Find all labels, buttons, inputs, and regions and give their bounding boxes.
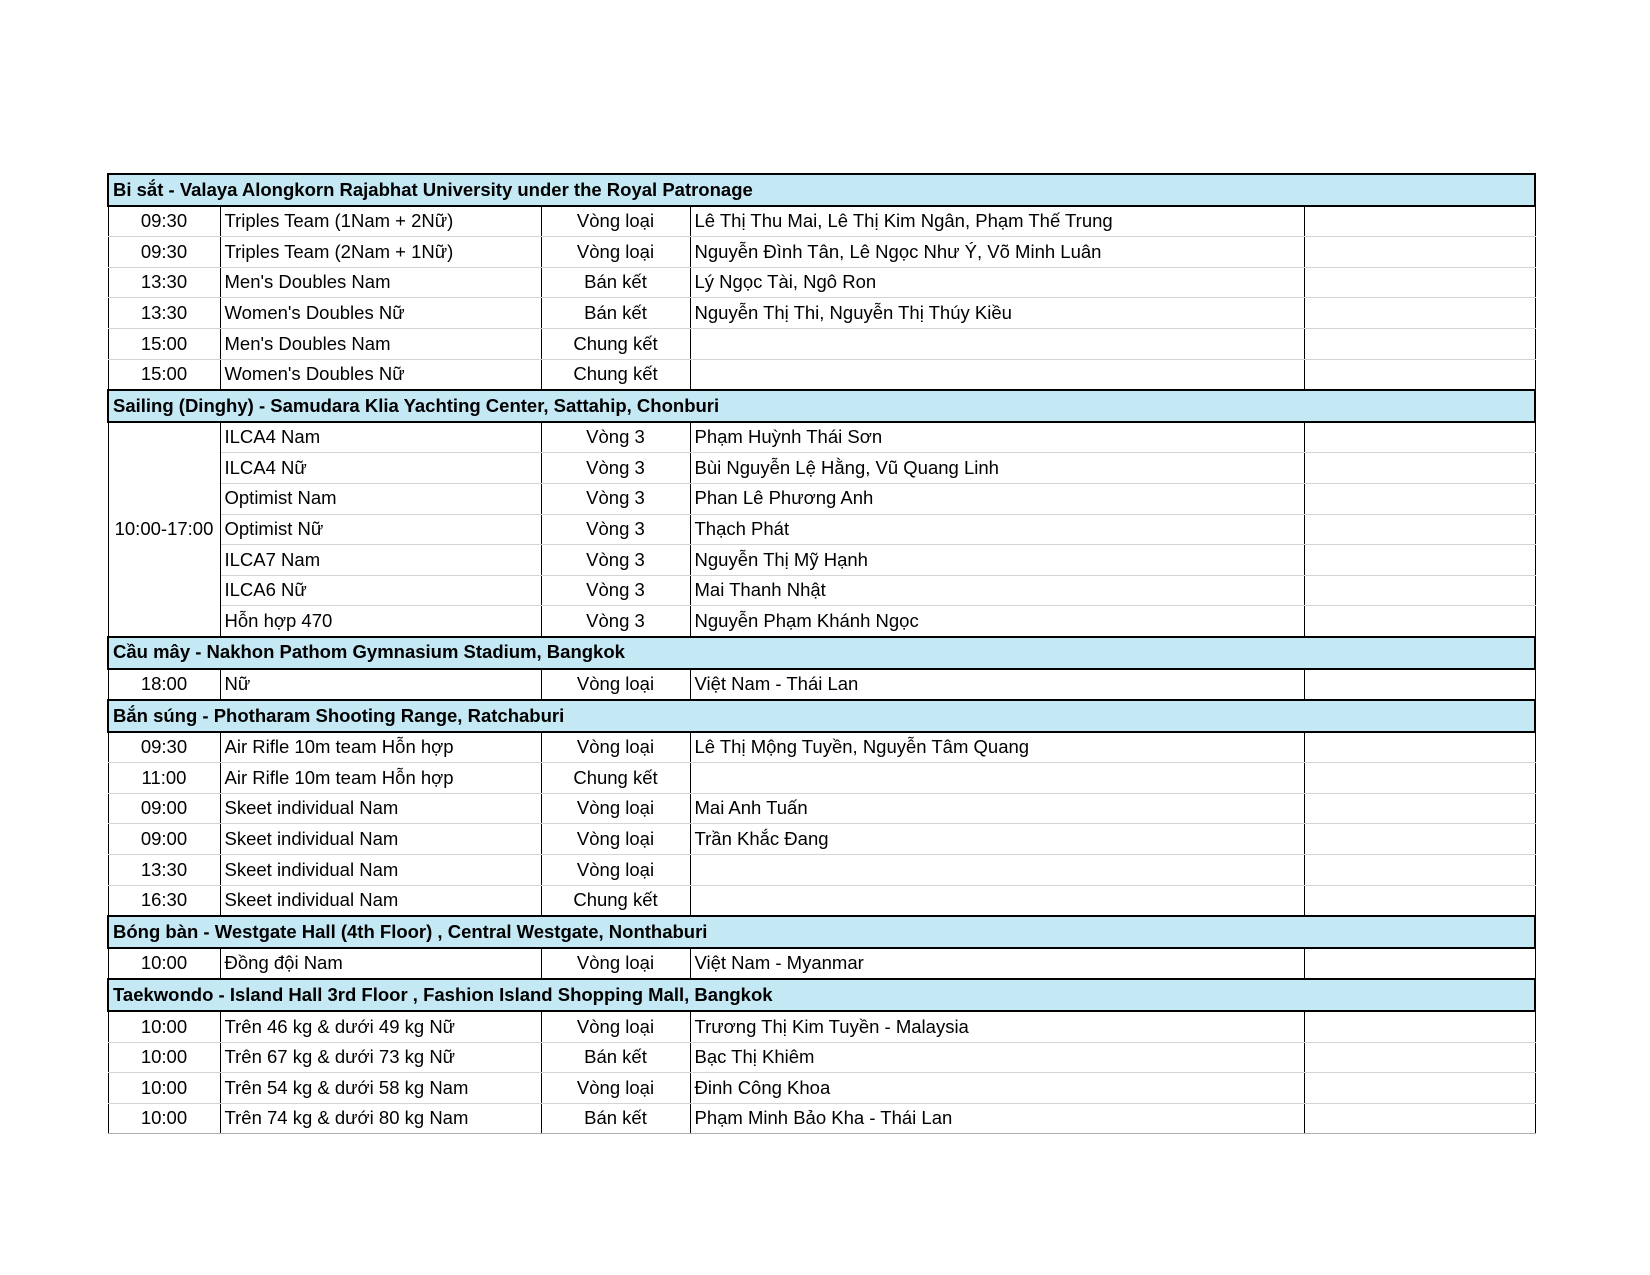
athletes-cell: Nguyễn Đình Tân, Lê Ngọc Như Ý, Võ Minh Luân — [690, 237, 1304, 268]
note-cell — [1304, 237, 1535, 268]
schedule-table — [107, 173, 1536, 1134]
table-row — [108, 1103, 1535, 1134]
event-cell: Đồng đội Nam — [220, 948, 541, 980]
athletes-cell: Mai Anh Tuấn — [690, 793, 1304, 824]
section-title: Bắn súng - Photharam Shooting Range, Ratchaburi — [108, 700, 1535, 732]
athletes-cell: Nguyễn Thị Thi, Nguyễn Thị Thúy Kiều — [690, 298, 1304, 329]
time-cell: 11:00 — [108, 763, 220, 794]
table-row — [108, 824, 1535, 855]
table-row — [108, 855, 1535, 886]
note-cell — [1304, 948, 1535, 980]
note-cell — [1304, 359, 1535, 390]
athletes-cell: Trương Thị Kim Tuyền - Malaysia — [690, 1011, 1304, 1042]
section-title: Bi sắt - Valaya Alongkorn Rajabhat University under the Royal Patronage — [108, 174, 1535, 206]
note-cell — [1304, 1011, 1535, 1042]
note-cell — [1304, 885, 1535, 916]
event-cell: Air Rifle 10m team Hỗn hợp — [220, 732, 541, 763]
time-cell: 10:00 — [108, 1042, 220, 1073]
athletes-cell: Lê Thị Thu Mai, Lê Thị Kim Ngân, Phạm Thế Trung — [690, 206, 1304, 237]
event-cell: Women's Doubles Nữ — [220, 359, 541, 390]
round-cell: Vòng loại — [541, 1011, 690, 1042]
time-cell: 09:00 — [108, 793, 220, 824]
event-cell: Skeet individual Nam — [220, 793, 541, 824]
time-cell: 15:00 — [108, 328, 220, 359]
athletes-cell: Việt Nam - Myanmar — [690, 948, 1304, 980]
event-cell: Nữ — [220, 669, 541, 701]
athletes-cell — [690, 885, 1304, 916]
section-header-row — [108, 916, 1535, 948]
table-row — [108, 359, 1535, 390]
table-row — [108, 422, 1535, 453]
time-cell: 09:00 — [108, 824, 220, 855]
note-cell — [1304, 422, 1535, 453]
table-row — [108, 483, 1535, 514]
note-cell — [1304, 545, 1535, 576]
note-cell — [1304, 1073, 1535, 1104]
round-cell: Bán kết — [541, 267, 690, 298]
round-cell: Vòng loại — [541, 855, 690, 886]
note-cell — [1304, 606, 1535, 637]
note-cell — [1304, 763, 1535, 794]
note-cell — [1304, 298, 1535, 329]
event-cell: Hỗn hợp 470 — [220, 606, 541, 637]
athletes-cell: Phạm Huỳnh Thái Sơn — [690, 422, 1304, 453]
note-cell — [1304, 206, 1535, 237]
round-cell: Chung kết — [541, 763, 690, 794]
round-cell: Vòng loại — [541, 793, 690, 824]
event-cell: Women's Doubles Nữ — [220, 298, 541, 329]
time-cell-merged: 10:00-17:00 — [108, 422, 220, 637]
section-header-row — [108, 700, 1535, 732]
round-cell: Vòng 3 — [541, 483, 690, 514]
section-title: Taekwondo - Island Hall 3rd Floor , Fashion Island Shopping Mall, Bangkok — [108, 979, 1535, 1011]
time-cell: 09:30 — [108, 237, 220, 268]
event-cell: Air Rifle 10m team Hỗn hợp — [220, 763, 541, 794]
athletes-cell — [690, 359, 1304, 390]
note-cell — [1304, 793, 1535, 824]
athletes-cell — [690, 328, 1304, 359]
table-row — [108, 206, 1535, 237]
round-cell: Vòng 3 — [541, 453, 690, 484]
time-cell: 10:00 — [108, 1103, 220, 1134]
event-cell: Optimist Nam — [220, 483, 541, 514]
table-row — [108, 606, 1535, 637]
round-cell: Vòng loại — [541, 1073, 690, 1104]
section-header-row — [108, 174, 1535, 206]
note-cell — [1304, 824, 1535, 855]
table-row — [108, 453, 1535, 484]
time-cell: 10:00 — [108, 948, 220, 980]
event-cell: Men's Doubles Nam — [220, 267, 541, 298]
athletes-cell: Việt Nam - Thái Lan — [690, 669, 1304, 701]
event-cell: Triples Team (1Nam + 2Nữ) — [220, 206, 541, 237]
round-cell: Chung kết — [541, 885, 690, 916]
time-cell: 13:30 — [108, 267, 220, 298]
note-cell — [1304, 1103, 1535, 1134]
section-header-row — [108, 390, 1535, 422]
event-cell: Trên 74 kg & dưới 80 kg Nam — [220, 1103, 541, 1134]
athletes-cell: Mai Thanh Nhật — [690, 575, 1304, 606]
schedule-body — [108, 174, 1535, 1134]
table-row — [108, 669, 1535, 701]
table-row — [108, 237, 1535, 268]
time-cell: 09:30 — [108, 732, 220, 763]
note-cell — [1304, 1042, 1535, 1073]
round-cell: Vòng loại — [541, 237, 690, 268]
event-cell: Skeet individual Nam — [220, 824, 541, 855]
table-row — [108, 545, 1535, 576]
round-cell: Vòng 3 — [541, 514, 690, 545]
time-cell: 10:00 — [108, 1011, 220, 1042]
round-cell: Vòng loại — [541, 669, 690, 701]
round-cell: Vòng loại — [541, 732, 690, 763]
note-cell — [1304, 483, 1535, 514]
athletes-cell: Phạm Minh Bảo Kha - Thái Lan — [690, 1103, 1304, 1134]
note-cell — [1304, 669, 1535, 701]
round-cell: Vòng 3 — [541, 545, 690, 576]
table-row — [108, 948, 1535, 980]
athletes-cell — [690, 855, 1304, 886]
table-row — [108, 514, 1535, 545]
table-row — [108, 575, 1535, 606]
table-row — [108, 885, 1535, 916]
section-header-row — [108, 637, 1535, 669]
time-cell: 18:00 — [108, 669, 220, 701]
athletes-cell: Nguyễn Thị Mỹ Hạnh — [690, 545, 1304, 576]
section-title: Sailing (Dinghy) - Samudara Klia Yachting Center, Sattahip, Chonburi — [108, 390, 1535, 422]
event-cell: Men's Doubles Nam — [220, 328, 541, 359]
table-row — [108, 1042, 1535, 1073]
round-cell: Vòng 3 — [541, 575, 690, 606]
table-row — [108, 732, 1535, 763]
round-cell: Vòng loại — [541, 824, 690, 855]
note-cell — [1304, 328, 1535, 359]
time-cell: 10:00 — [108, 1073, 220, 1104]
round-cell: Bán kết — [541, 1103, 690, 1134]
section-header-row — [108, 979, 1535, 1011]
time-cell: 13:30 — [108, 855, 220, 886]
event-cell: ILCA4 Nam — [220, 422, 541, 453]
event-cell: Skeet individual Nam — [220, 885, 541, 916]
athletes-cell: Trần Khắc Đang — [690, 824, 1304, 855]
round-cell: Vòng 3 — [541, 422, 690, 453]
time-cell: 16:30 — [108, 885, 220, 916]
round-cell: Vòng loại — [541, 948, 690, 980]
event-cell: Triples Team (2Nam + 1Nữ) — [220, 237, 541, 268]
time-cell: 15:00 — [108, 359, 220, 390]
note-cell — [1304, 855, 1535, 886]
athletes-cell: Thạch Phát — [690, 514, 1304, 545]
athletes-cell: Nguyễn Phạm Khánh Ngọc — [690, 606, 1304, 637]
athletes-cell: Bạc Thị Khiêm — [690, 1042, 1304, 1073]
table-row — [108, 328, 1535, 359]
round-cell: Bán kết — [541, 298, 690, 329]
section-title: Cầu mây - Nakhon Pathom Gymnasium Stadium, Bangkok — [108, 637, 1535, 669]
round-cell: Vòng loại — [541, 206, 690, 237]
table-row — [108, 763, 1535, 794]
note-cell — [1304, 453, 1535, 484]
section-title: Bóng bàn - Westgate Hall (4th Floor) , Central Westgate, Nonthaburi — [108, 916, 1535, 948]
event-cell: Trên 67 kg & dưới 73 kg Nữ — [220, 1042, 541, 1073]
note-cell — [1304, 514, 1535, 545]
table-row — [108, 298, 1535, 329]
athletes-cell: Phan Lê Phương Anh — [690, 483, 1304, 514]
time-cell: 13:30 — [108, 298, 220, 329]
event-cell: Trên 54 kg & dưới 58 kg Nam — [220, 1073, 541, 1104]
table-row — [108, 1011, 1535, 1042]
table-row — [108, 793, 1535, 824]
athletes-cell: Đinh Công Khoa — [690, 1073, 1304, 1104]
athletes-cell: Lê Thị Mộng Tuyền, Nguyễn Tâm Quang — [690, 732, 1304, 763]
athletes-cell: Bùi Nguyễn Lệ Hằng, Vũ Quang Linh — [690, 453, 1304, 484]
time-cell: 09:30 — [108, 206, 220, 237]
table-row — [108, 267, 1535, 298]
athletes-cell — [690, 763, 1304, 794]
event-cell: Trên 46 kg & dưới 49 kg Nữ — [220, 1011, 541, 1042]
event-cell: Optimist Nữ — [220, 514, 541, 545]
round-cell: Bán kết — [541, 1042, 690, 1073]
round-cell: Vòng 3 — [541, 606, 690, 637]
event-cell: ILCA4 Nữ — [220, 453, 541, 484]
round-cell: Chung kết — [541, 359, 690, 390]
round-cell: Chung kết — [541, 328, 690, 359]
note-cell — [1304, 267, 1535, 298]
table-row — [108, 1073, 1535, 1104]
athletes-cell: Lý Ngọc Tài, Ngô Ron — [690, 267, 1304, 298]
event-cell: Skeet individual Nam — [220, 855, 541, 886]
event-cell: ILCA6 Nữ — [220, 575, 541, 606]
event-cell: ILCA7 Nam — [220, 545, 541, 576]
note-cell — [1304, 575, 1535, 606]
note-cell — [1304, 732, 1535, 763]
